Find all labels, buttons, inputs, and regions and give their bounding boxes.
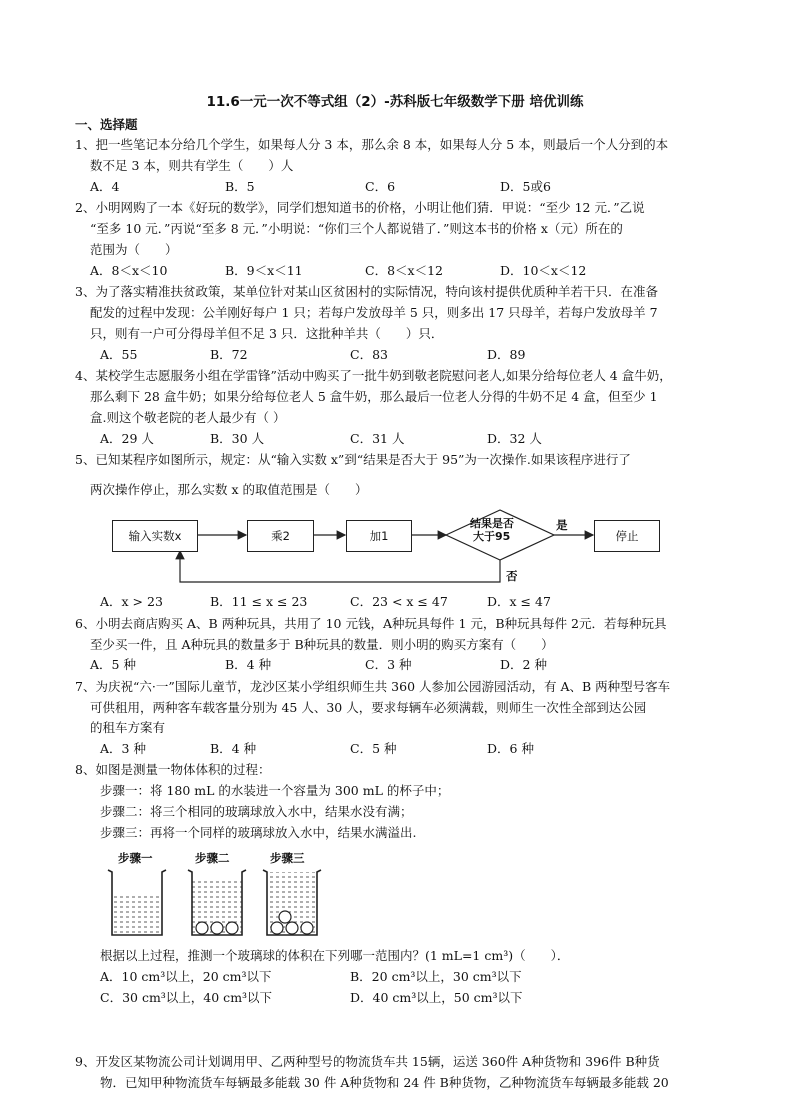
q5-line1: 5、已知某程序如图所示，规定：从“输入实数 x”到“结果是否大于 95”为一次操作.如果该程序进行了 [75,452,631,467]
q1-line1: 1、把一些笔记本分给几个学生，如果每人分 3 本，那么余 8 本，如果每人分 5 本，则最后一个人分到的本 [75,137,669,152]
q2-option-b: B．9＜x＜11 [225,263,303,278]
q3-line2: 配发的过程中发现：公羊刚好每户 1 只；若每户发放母羊 5 只，则多出 17 只母羊，若每户发放母羊 7 [90,305,658,320]
q3-option-d: D．89 [487,347,526,362]
flow-stop-box: 停止 [594,520,660,552]
q4-line3: 盒.则这个敬老院的老人最少有（ ） [90,410,286,425]
q4-option-a: A．29 人 [100,431,154,446]
q7-line2: 可供租用，两种客车载客量分别为 45 人、30 人，要求每辆车必须满载，则师生一次性全部到达公园 [90,700,647,715]
q8-option-a: A．10 cm³以上，20 cm³以下 [100,969,272,984]
beaker-label-1: 步骤一 [118,851,153,865]
q8-line1: 8、如图是测量一物体体积的过程： [75,762,271,777]
q7-line3: 的租车方案有 [90,720,166,735]
flow-multiply-box: 乘2 [247,520,314,552]
q5-option-d: D．x ≤ 47 [487,594,551,609]
beaker-step3 [263,870,321,935]
section-heading: 一、选择题 [75,117,138,132]
q3-option-a: A．55 [100,347,138,362]
flow-add-box: 加1 [346,520,412,552]
beaker-step1 [108,870,166,935]
q8-option-d: D．40 cm³以上，50 cm³以下 [350,990,523,1005]
q9-line1: 9、开发区某物流公司计划调用甲、乙两种型号的物流货车共 15辆，运送 360件 A种货物和 396件 B种货 [75,1054,660,1069]
q6-line2: 至少买一件，且 A种玩具的数量多于 B种玩具的数量．则小明的购买方案有（ ） [90,637,554,652]
beaker-step2 [188,870,246,935]
q2-line2: “至多 10 元．”丙说“至多 8 元．”小明说：“你们三个人都说错了．”则这本书的价格 x（元）所在的 [90,221,623,236]
flow-no-label: 否 [506,569,518,583]
flow-condition-line1: 结果是否 [470,517,514,530]
q4-option-c: C．31 人 [350,431,405,446]
flow-condition-line2: 大于95 [473,530,511,543]
q4-line1: 4、某校学生志愿服务小组在学雷锋”活动中购买了一批牛奶到敬老院慰问老人,如果分给每位老人 4 盒牛奶， [75,368,672,383]
q4-option-d: D．32 人 [487,431,542,446]
page-title: 11.6一元一次不等式组（2）-苏科版七年级数学下册 培优训练 [206,94,584,110]
q3-option-b: B．72 [210,347,248,362]
q4-line2: 那么剩下 28 盒牛奶；如果分给每位老人 5 盒牛奶，那么最后一位老人分得的牛奶不足 4 盒，但至少 1 [90,389,658,404]
q8-step2: 步骤二：将三个相同的玻璃球放入水中，结果水没有满； [100,804,413,819]
q5-option-c: C．23 < x ≤ 47 [350,594,448,609]
q3-line3: 只，则有一户可分得母羊但不足 3 只．这批种羊共（ ）只． [90,326,444,341]
q8-option-c: C．30 cm³以上，40 cm³以下 [100,990,273,1005]
q1-option-d: D．5或6 [500,179,551,194]
q2-line3: 范围为（ ） [90,242,178,257]
q6-line1: 6、小明去商店购买 A、B 两种玩具，共用了 10 元钱，A种玩具每件 1 元，B种玩具每件 2元．若每种玩具 [75,616,667,631]
beaker-label-2: 步骤二 [195,851,230,865]
q1-option-b: B．5 [225,179,255,194]
q5-option-b: B．11 ≤ x ≤ 23 [210,594,308,609]
q1-option-a: A．4 [90,179,120,194]
q6-option-a: A．5 种 [90,657,136,672]
q2-option-d: D．10＜x＜12 [500,263,587,278]
q2-option-c: C．8＜x＜12 [365,263,443,278]
beaker-label-3: 步骤三 [270,851,305,865]
q1-option-c: C．6 [365,179,396,194]
q9-line2: 物．已知甲种物流货车每辆最多能载 30 件 A种货物和 24 件 B种货物，乙种物流货车每辆最多能载 20 [100,1075,669,1090]
q2-option-a: A．8＜x＜10 [90,263,168,278]
q3-line1: 3、为了落实精准扶贫政策，某单位针对某山区贫困村的实际情况，特向该村提供优质种羊若干只．在准备 [75,284,658,299]
flow-input-box: 输入实数x [112,520,198,552]
q4-option-b: B．30 人 [210,431,265,446]
flow-yes-label: 是 [556,518,568,532]
q8-step3: 步骤三：再将一个同样的玻璃球放入水中，结果水满溢出. [100,825,417,840]
q5-option-a: A．x > 23 [100,594,163,609]
q1-line2: 数不足 3 本，则共有学生（ ）人 [90,158,294,173]
q6-option-b: B．4 种 [225,657,272,672]
q5-line2: 两次操作停止，那么实数 x 的取值范围是（ ） [90,482,368,497]
q7-option-b: B．4 种 [210,741,257,756]
q8-step1: 步骤一：将 180 mL 的水装进一个容量为 300 mL 的杯子中； [100,783,450,798]
q8-question: 根据以上过程，推测一个玻璃球的体积在下列哪一范围内？(1 mL=1 cm³)（ ）． [100,948,570,963]
q8-option-b: B．20 cm³以上，30 cm³以下 [350,969,522,984]
q7-option-c: C．5 种 [350,741,397,756]
q6-option-d: D．2 种 [500,657,547,672]
q6-option-c: C．3 种 [365,657,412,672]
q7-option-d: D．6 种 [487,741,534,756]
q3-option-c: C．83 [350,347,388,362]
q7-line1: 7、为庆祝“六·一”国际儿童节，龙沙区某小学组织师生共 360 人参加公园游园活动，有 A、B 两种型号客车 [75,679,671,694]
q2-line1: 2、小明网购了一本《好玩的数学》，同学们想知道书的价格，小明让他们猜．甲说：“至少 12 元．”乙说 [75,200,645,215]
q7-option-a: A．3 种 [100,741,146,756]
